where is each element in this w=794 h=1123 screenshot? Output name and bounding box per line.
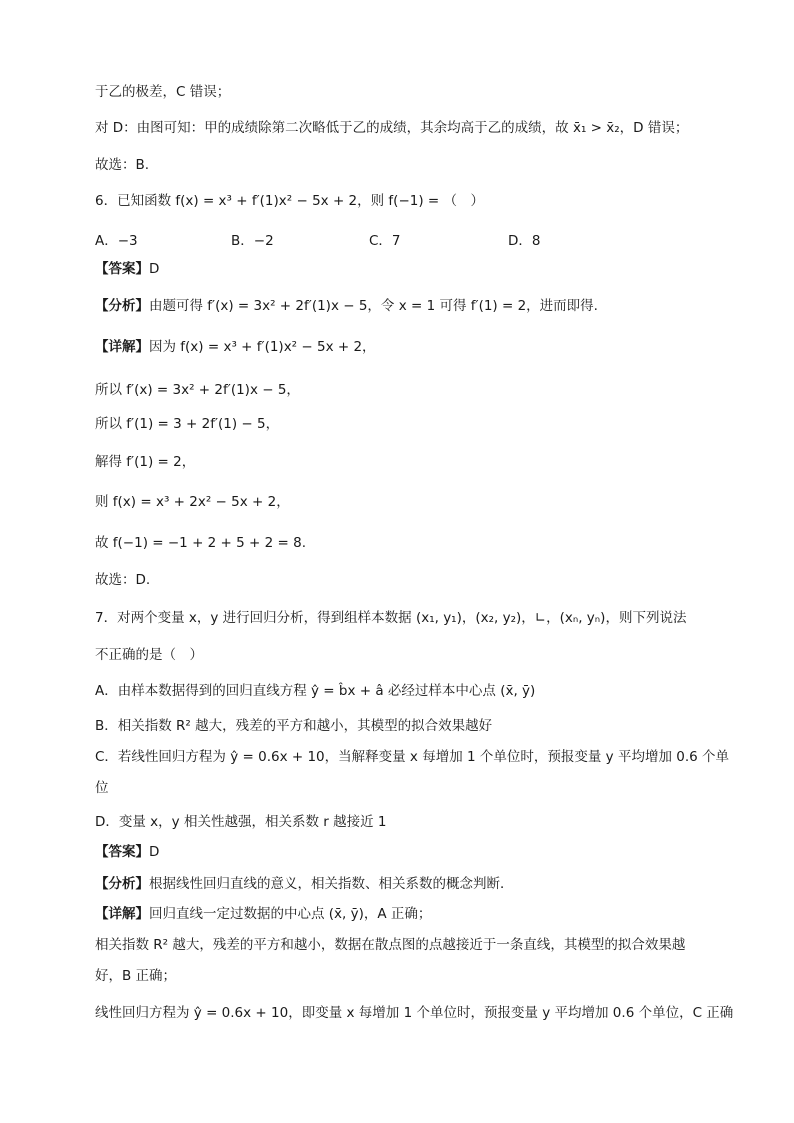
answer-value: D (149, 261, 160, 277)
q7-detail-line: 线性回归方程为 ŷ = 0.6x + 10，即变量 x 每增加 1 个单位时，预报变量 y 平均增加 0.6 个单位，C 正确 (95, 1005, 734, 1021)
q6-detail-line: 故选：D. (95, 572, 151, 588)
q7-answer (95, 842, 159, 862)
q6-answer (95, 259, 159, 279)
q6-detail-line (95, 337, 376, 357)
detail-text: 回归直线一定过数据的中心点 (x̄, ȳ)，A 正确； (149, 906, 432, 922)
q7-stem: 不正确的是（ ） (95, 647, 203, 663)
q7-option-d: D．变量 x，y 相关性越强，相关系数 r 越接近 1 (95, 814, 387, 830)
q7-stem: 7．对两个变量 x，y 进行回归分析，得到组样本数据 (x₁, y₁)，(x₂, y₂)，∟，(xₙ, yₙ)，则下列说法 (95, 610, 687, 626)
detail-text: 因为 f(x) = x³ + f′(1)x² − 5x + 2， (149, 339, 376, 355)
detail-tag: 【详解】 (95, 906, 149, 922)
q6-detail-line: 故 f(−1) = −1 + 2 + 5 + 2 = 8. (95, 535, 306, 551)
q7-detail-line (95, 904, 431, 924)
q5-tail-line: 故选：B. (95, 157, 150, 173)
q6-detail-line: 则 f(x) = x³ + 2x² − 5x + 2， (95, 494, 290, 510)
q7-detail-line: 好，B 正确； (95, 968, 177, 984)
analysis-tag: 【分析】 (95, 876, 149, 892)
q6-option-d: D．8 (508, 233, 541, 249)
q5-tail-line: 对 D：由图可知：甲的成绩除第二次略低于乙的成绩，其余均高于乙的成绩，故 x̄₁ > x̄₂，D 错误； (95, 120, 689, 136)
q6-option-c: C．7 (369, 233, 401, 249)
q7-option-c-cont: 位 (95, 780, 109, 796)
q7-option-c: C．若线性回归方程为 ŷ = 0.6x + 10，当解释变量 x 每增加 1 个单位时，预报变量 y 平均增加 0.6 个单 (95, 749, 729, 765)
q6-detail-line: 所以 f′(1) = 3 + 2f′(1) − 5， (95, 416, 280, 432)
detail-tag: 【详解】 (95, 339, 149, 355)
q6-option-a: A．−3 (95, 233, 138, 249)
q7-analysis (95, 874, 514, 894)
q6-option-b: B．−2 (231, 233, 274, 249)
q5-tail-line: 于乙的极差，C 错误； (95, 84, 231, 100)
q7-option-b: B．相关指数 R² 越大，残差的平方和越小，其模型的拟合效果越好 (95, 718, 493, 734)
analysis-tag: 【分析】 (95, 298, 149, 314)
q7-option-a: A．由样本数据得到的回归直线方程 ŷ = b̂x + â 必经过样本中心点 (x̄, ȳ) (95, 683, 536, 699)
q6-detail-line: 解得 f′(1) = 2， (95, 454, 196, 470)
q7-detail-line: 相关指数 R² 越大，残差的平方和越小，数据在散点图的点越接近于一条直线，其模型的拟合效果越 (95, 937, 686, 953)
q6-stem: 6．已知函数 f(x) = x³ + f′(1)x² − 5x + 2，则 f(−1) = （ ） (95, 193, 485, 209)
q6-detail-line: 所以 f′(x) = 3x² + 2f′(1)x − 5， (95, 382, 300, 398)
answer-tag: 【答案】 (95, 261, 149, 277)
analysis-text: 由题可得 f′(x) = 3x² + 2f′(1)x − 5，令 x = 1 可得 f′(1) = 2，进而即得. (149, 298, 598, 314)
q6-analysis (95, 296, 598, 316)
answer-tag: 【答案】 (95, 844, 149, 860)
analysis-text: 根据线性回归直线的意义，相关指数、相关系数的概念判断． (149, 876, 514, 892)
answer-value: D (149, 844, 160, 860)
